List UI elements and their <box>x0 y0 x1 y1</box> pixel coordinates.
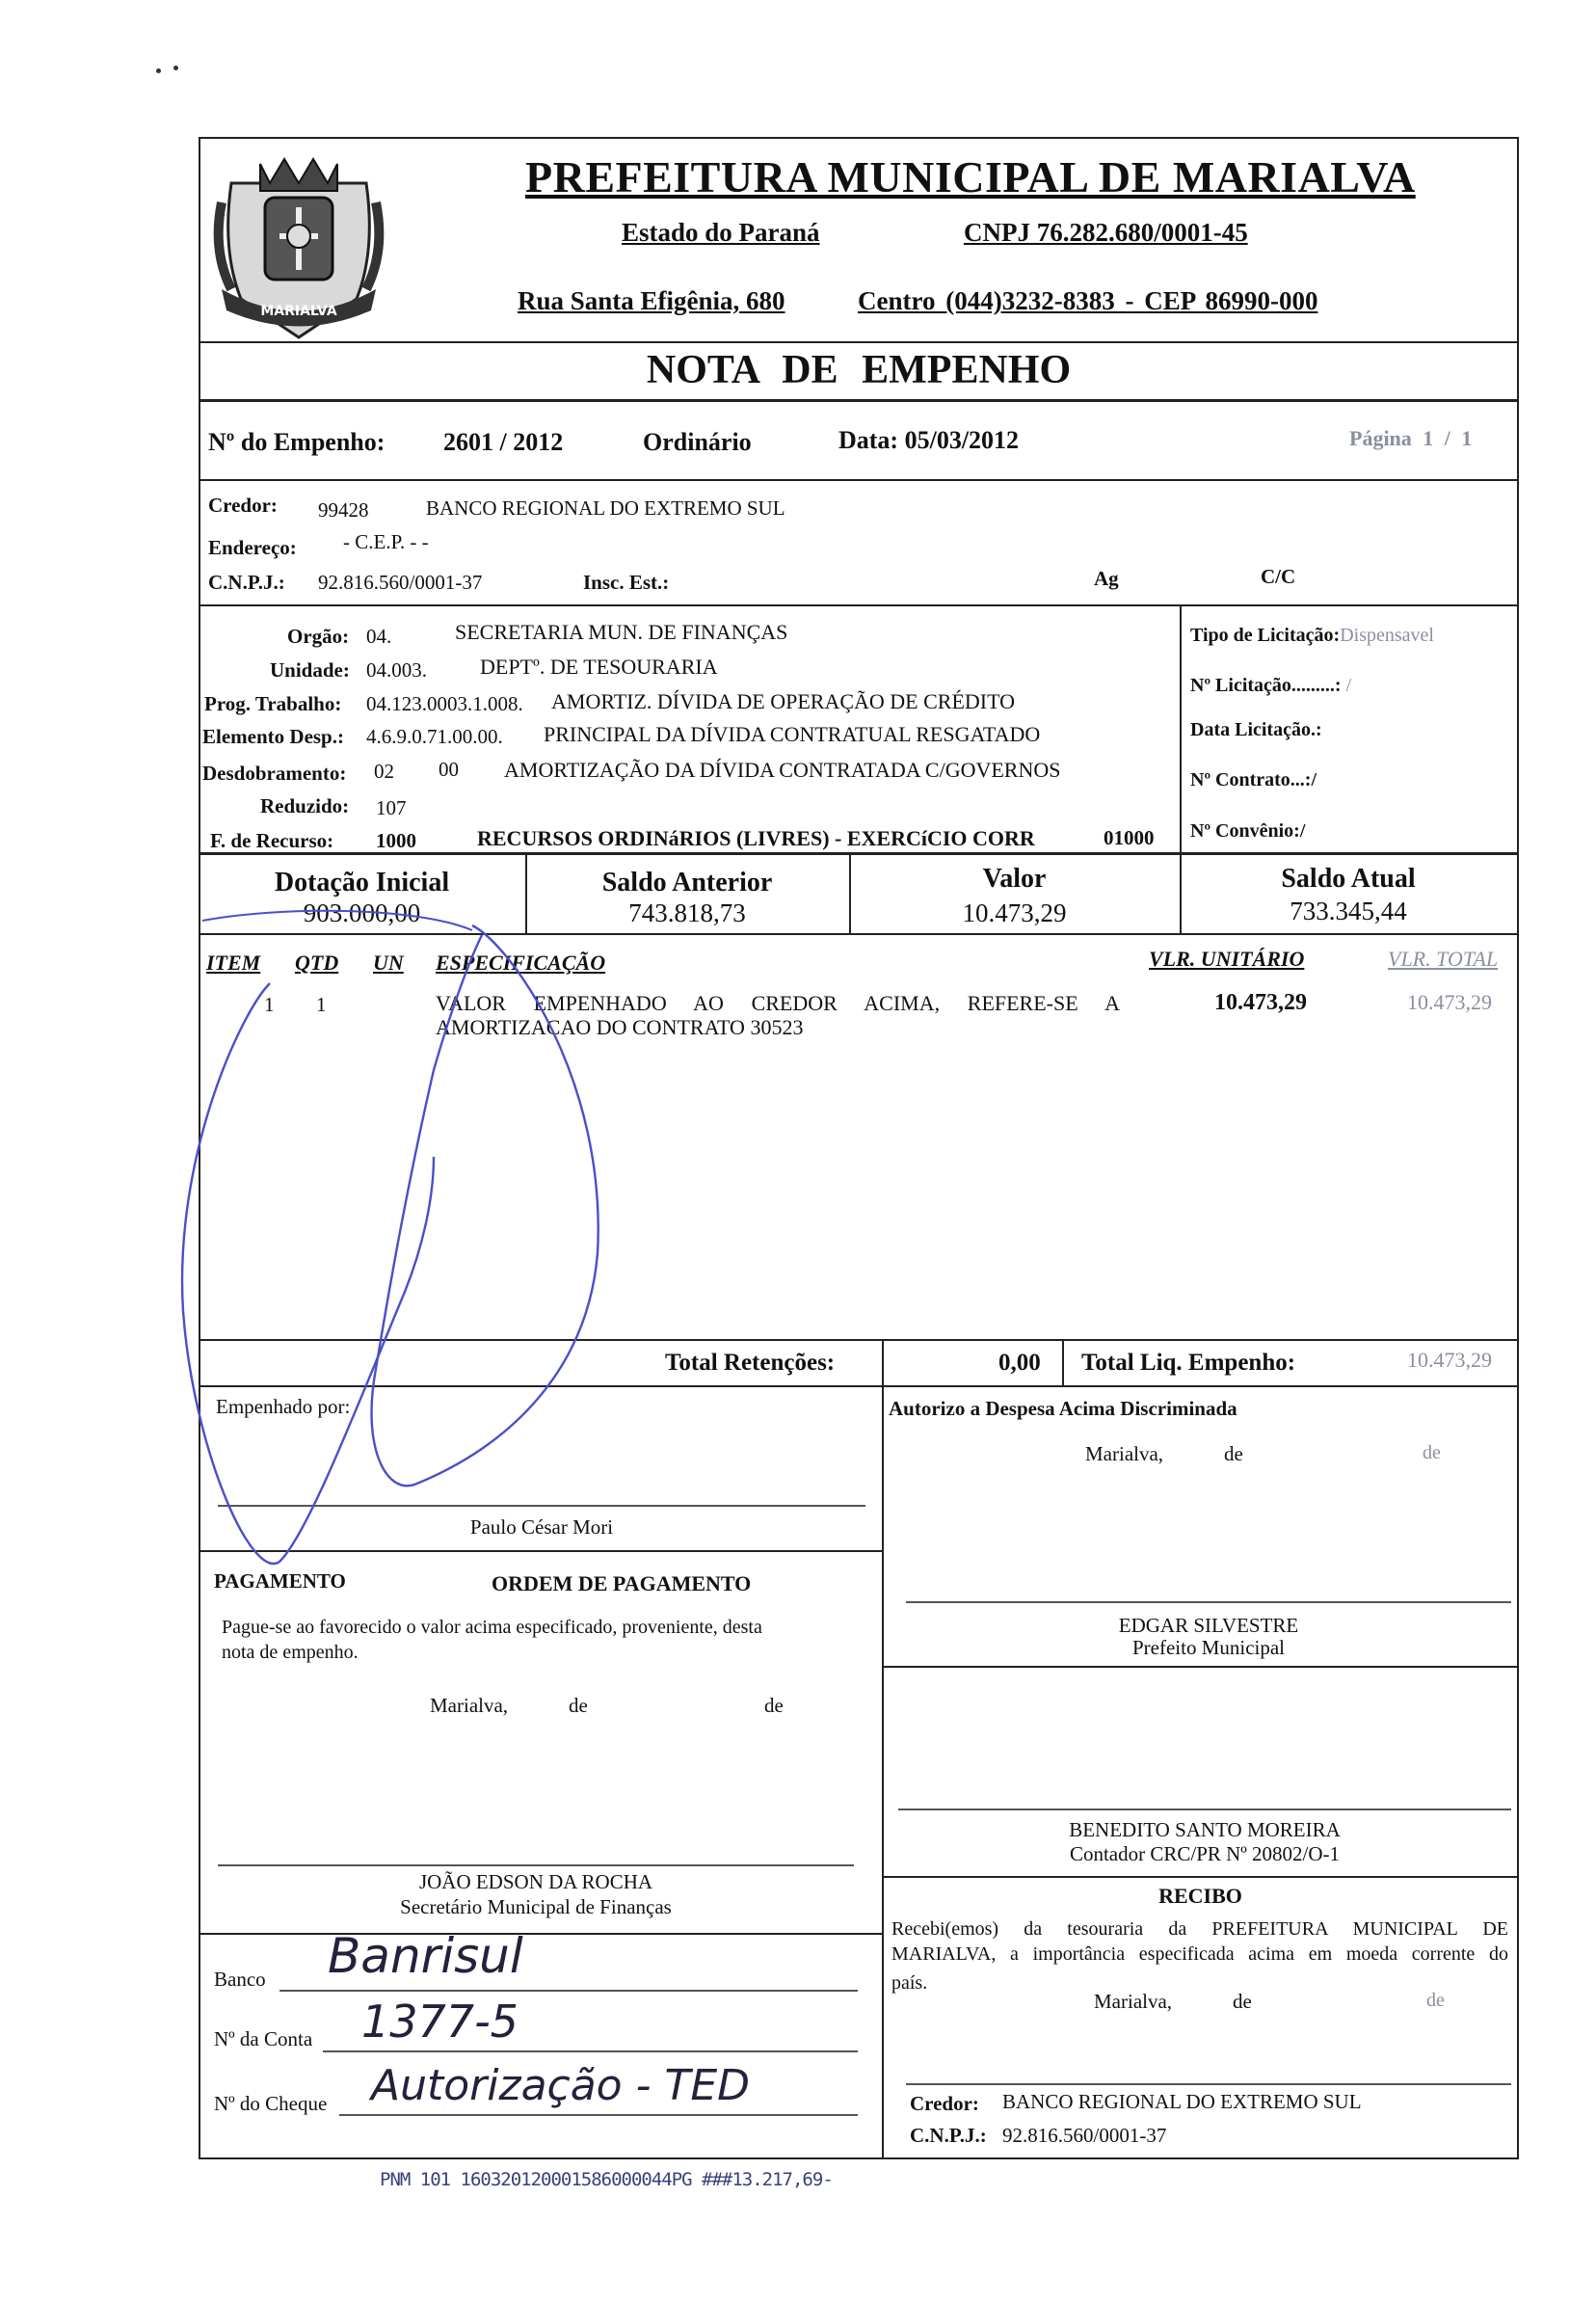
desdobramento-name: AMORTIZAÇÃO DA DÍVIDA CONTRATADA C/GOVERNOS <box>504 758 1061 782</box>
desdobramento-code: 02 <box>374 760 394 783</box>
conta-handwritten: 1377-5 <box>361 1996 519 2048</box>
valor-label: Valor <box>982 864 1047 894</box>
document-title: NOTA DE EMPENHO <box>646 348 1072 392</box>
prog-trabalho-code: 04.123.0003.1.008. <box>366 692 523 715</box>
district-phone-cep: Centro (044)3232-8383 - CEP 86990-000 <box>858 286 1318 315</box>
state-name: Estado do Paraná <box>622 218 820 247</box>
empenho-type: Ordinário <box>643 428 752 456</box>
saldo-anterior-value: 743.818,73 <box>628 898 746 927</box>
footer-code: PNM 101 160320120001586000044PG ###13.217,69- <box>380 2169 833 2190</box>
numero-contrato-label: Nº Contrato...:/ <box>1190 769 1317 790</box>
credor-code: 99428 <box>318 498 369 522</box>
recibo-city: Marialva, <box>1094 1990 1173 2013</box>
row-qtd: 1 <box>316 993 327 1016</box>
recibo-de-1: de <box>1233 1990 1252 2013</box>
cnpj-label: C.N.P.J.: <box>208 571 285 594</box>
unidade-label: Unidade: <box>270 658 350 682</box>
agencia-label: Ag <box>1094 567 1119 590</box>
col-un: UN <box>373 951 404 975</box>
numero-licitacao-label <box>1190 675 1351 697</box>
row-description-line2: AMORTIZACAO DO CONTRATO 30523 <box>436 1015 804 1039</box>
pagamento-de-1: de <box>569 1694 588 1717</box>
contador-name: BENEDITO SANTO MOREIRA <box>1069 1818 1341 1841</box>
recibo-credor-label: Credor: <box>910 2092 979 2115</box>
recibo-text-3: país. <box>891 1972 928 1994</box>
scan-speck <box>173 66 178 70</box>
orgao-name: SECRETARIA MUN. DE FINANÇAS <box>455 620 788 644</box>
saldo-atual-value: 733.345,44 <box>1290 897 1407 925</box>
orgao-label: Orgão: <box>287 625 350 648</box>
pagamento-label: PAGAMENTO <box>214 1569 346 1593</box>
page-title: PREFEITURA MUNICIPAL DE MARIALVA <box>525 152 1416 201</box>
recibo-title: RECIBO <box>1158 1884 1242 1908</box>
reduzido-label: Reduzido: <box>260 794 350 817</box>
autorizo-de-1: de <box>1224 1442 1243 1465</box>
col-item: ITEM <box>206 951 261 975</box>
recibo-cnpj-label: C.N.P.J.: <box>910 2124 987 2147</box>
elemento-label: Elemento Desp.: <box>202 725 344 748</box>
banco-handwritten: Banrisul <box>328 1928 523 1984</box>
empenhado-por-name: Paulo César Mori <box>469 1515 614 1539</box>
total-liquido-value: 10.473,29 <box>1407 1348 1492 1372</box>
page-number: Página 1 / 1 <box>1349 426 1473 450</box>
empenho-date: Data: 05/03/2012 <box>838 426 1020 454</box>
saldo-atual-label: Saldo Atual <box>1281 864 1416 894</box>
dotacao-inicial-label: Dotação Inicial <box>274 868 450 897</box>
recibo-text-2: MARIALVA, a importância especificada acima em moeda corrente do <box>891 1943 1508 1965</box>
total-retencoes-label: Total Retenções: <box>665 1350 836 1376</box>
desdobramento-sub: 00 <box>439 758 459 781</box>
right-border <box>1517 137 1519 2159</box>
empenhado-por-label: Empenhado por: <box>216 1395 351 1418</box>
pagamento-de-2: de <box>764 1694 784 1717</box>
fonte-recurso-name: RECURSOS ORDINáRIOS (LIVRES) - EXERCíCIO CORR <box>477 826 1035 850</box>
insc-est-label: Insc. Est.: <box>583 571 670 594</box>
prog-trabalho-name: AMORTIZ. DÍVIDA DE OPERAÇÃO DE CRÉDITO <box>551 689 1016 713</box>
elemento-name: PRINCIPAL DA DÍVIDA CONTRATUAL RESGATADO <box>544 722 1041 746</box>
tipo-licitacao-value: Dispensavel <box>1340 625 1434 646</box>
tipo-licitacao-text: Tipo de Licitação: <box>1190 625 1341 646</box>
col-vlr-unitario: VLR. UNITÁRIO <box>1149 947 1305 971</box>
row-description-line1: VALOR EMPENHADO AO CREDOR ACIMA, REFERE-SE A <box>436 991 1120 1015</box>
prefeito-role: Prefeito Municipal <box>1131 1636 1286 1659</box>
endereco-label: Endereço: <box>208 536 297 559</box>
pagamento-text-1: Pague-se ao favorecido o valor acima especificado, proveniente, desta <box>222 1617 762 1638</box>
autorizo-de-2: de <box>1423 1442 1441 1463</box>
recibo-text-1: Recebi(emos) da tesouraria da PREFEITURA MUNICIPAL DE <box>891 1918 1508 1940</box>
total-retencoes-value: 0,00 <box>998 1350 1041 1376</box>
col-qtd: QTD <box>295 951 339 975</box>
unidade-name: DEPTº. DE TESOURARIA <box>480 655 718 679</box>
saldo-anterior-label: Saldo Anterior <box>601 868 773 897</box>
ordem-pagamento-label: ORDEM DE PAGAMENTO <box>492 1571 752 1595</box>
scan-speck <box>156 68 161 73</box>
row-item: 1 <box>264 993 275 1016</box>
cheque-handwritten: Autorização - TED <box>371 2061 751 2110</box>
pagamento-text-2: nota de empenho. <box>222 1642 359 1663</box>
desdobramento-label: Desdobramento: <box>202 762 347 785</box>
numero-licitacao-text: Nº Licitação.........: <box>1190 675 1342 696</box>
fonte-recurso-label: F. de Recurso: <box>210 829 334 852</box>
cheque-label: Nº do Cheque <box>214 2092 328 2115</box>
dotacao-inicial-value: 903.000,00 <box>303 898 421 927</box>
credor-cnpj: 92.816.560/0001-37 <box>318 571 483 594</box>
fonte-recurso-number: 01000 <box>1104 826 1155 849</box>
secretario-role: Secretário Municipal de Finanças <box>400 1895 672 1918</box>
conta-label: Nº da Conta <box>214 2027 313 2050</box>
tipo-licitacao-label <box>1190 625 1434 647</box>
fonte-recurso-code: 1000 <box>376 829 416 852</box>
crest-logo <box>202 145 395 342</box>
contador-role: Contador CRC/PR Nº 20802/O-1 <box>1069 1842 1341 1865</box>
signature-scribble <box>164 906 626 1581</box>
top-border <box>199 137 1519 139</box>
recibo-credor-value: BANCO REGIONAL DO EXTREMO SUL <box>1002 2090 1362 2113</box>
total-liquido-label: Total Liq. Empenho: <box>1081 1350 1296 1376</box>
credor-name: BANCO REGIONAL DO EXTREMO SUL <box>426 496 785 520</box>
empenho-number-label: Nº do Empenho: <box>208 428 386 456</box>
col-especificacao: ESPECIFICAÇÃO <box>436 951 606 975</box>
secretario-name: JOÃO EDSON DA ROCHA <box>418 1870 653 1893</box>
municipality-cnpj: CNPJ 76.282.680/0001-45 <box>964 218 1248 247</box>
prefeito-name: EDGAR SILVESTRE <box>1118 1614 1299 1637</box>
prog-trabalho-label: Prog. Trabalho: <box>204 692 342 715</box>
endereco-value: - C.E.P. - - <box>343 530 429 553</box>
autorizo-city: Marialva, <box>1085 1442 1164 1465</box>
pagamento-city: Marialva, <box>430 1694 509 1717</box>
credor-label: Credor: <box>208 494 278 517</box>
numero-licitacao-value: / <box>1345 675 1352 696</box>
numero-convenio-label: Nº Convênio:/ <box>1190 820 1306 842</box>
svg-text:MARIALVA: MARIALVA <box>260 304 337 319</box>
autorizo-title: Autorizo a Despesa Acima Discriminada <box>889 1397 1237 1420</box>
address: Rua Santa Efigênia, 680 <box>518 286 785 315</box>
row-vlr-total: 10.473,29 <box>1407 990 1492 1014</box>
reduzido-code: 107 <box>376 796 407 819</box>
unidade-code: 04.003. <box>366 658 427 682</box>
recibo-de-2: de <box>1426 1990 1445 2011</box>
recibo-cnpj-value: 92.816.560/0001-37 <box>1002 2124 1167 2147</box>
empenho-number: 2601 / 2012 <box>443 428 564 456</box>
banco-label: Banco <box>214 1968 266 1991</box>
conta-corrente-label: C/C <box>1261 565 1296 588</box>
orgao-code: 04. <box>366 625 392 648</box>
elemento-code: 4.6.9.0.71.00.00. <box>366 725 503 748</box>
data-licitacao-label: Data Licitação.: <box>1190 719 1322 740</box>
col-vlr-total: VLR. TOTAL <box>1388 947 1499 971</box>
valor-value: 10.473,29 <box>962 898 1067 927</box>
row-vlr-unitario: 10.473,29 <box>1214 990 1307 1015</box>
